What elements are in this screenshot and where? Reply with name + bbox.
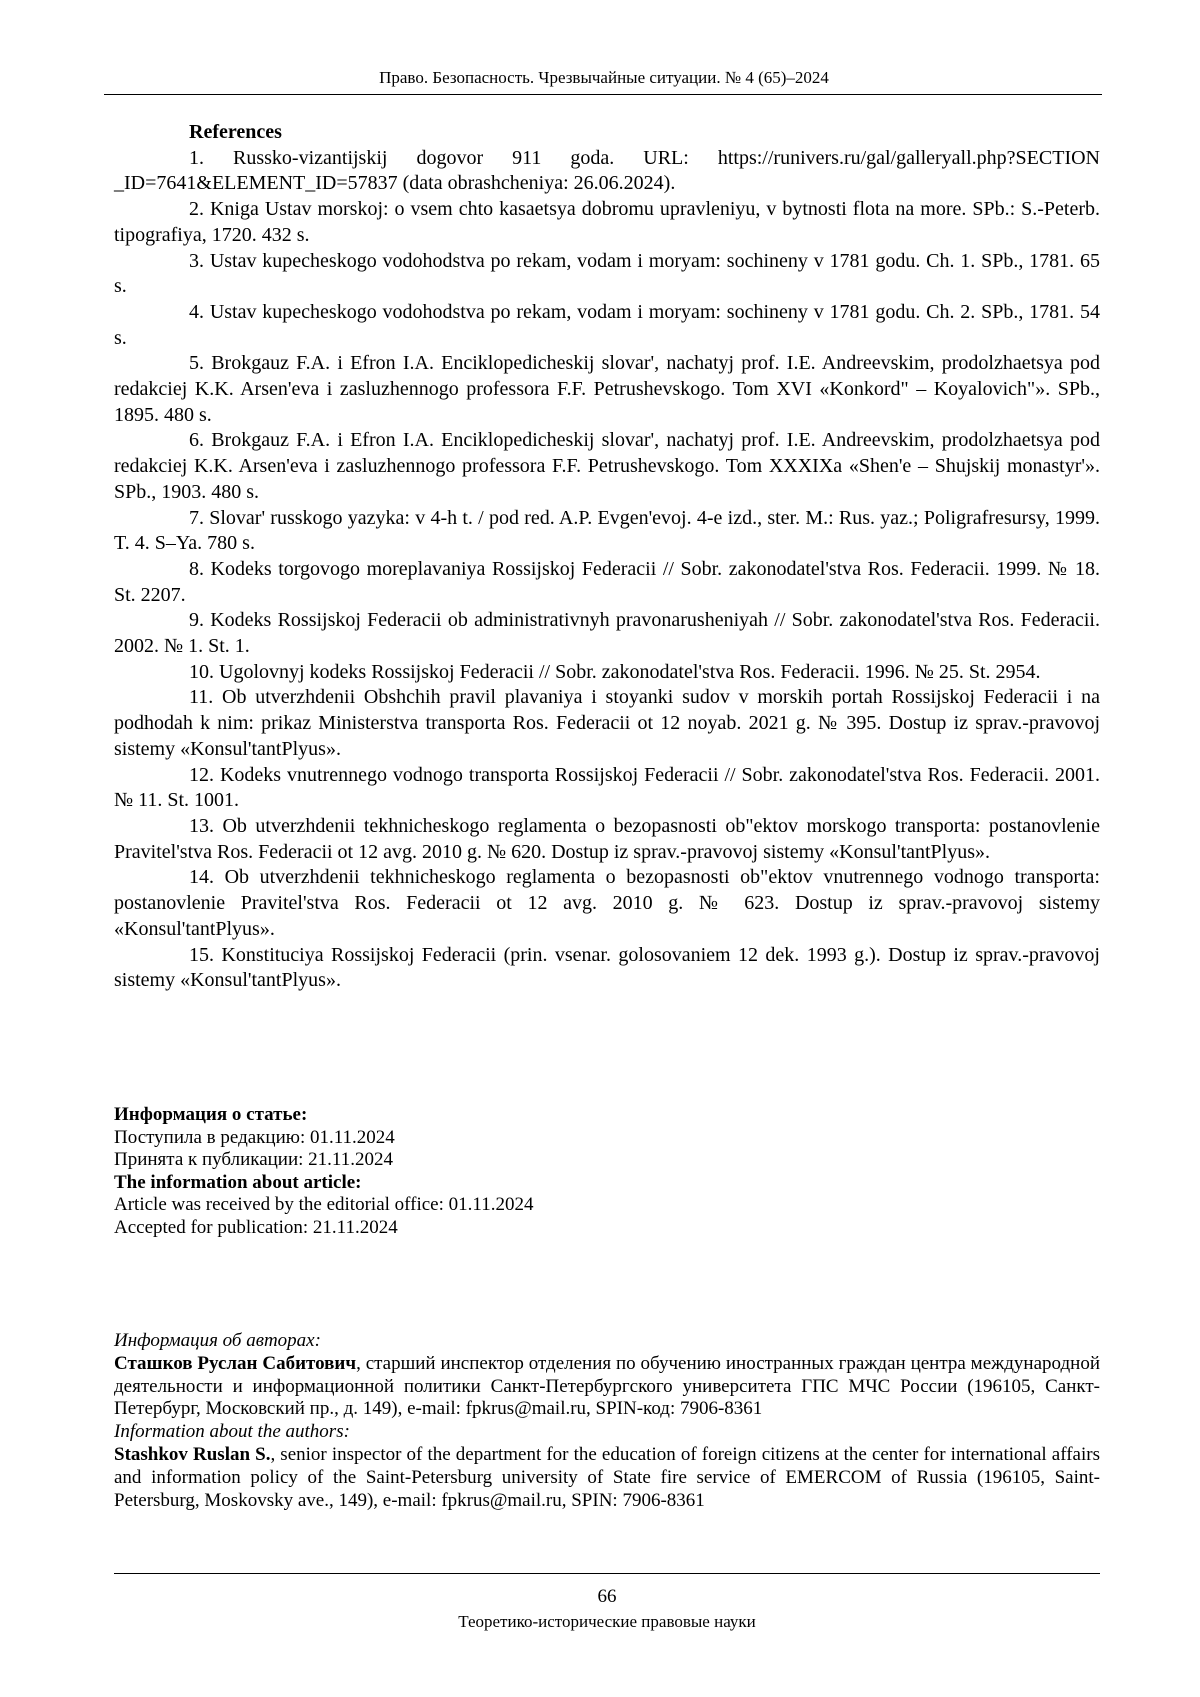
reference-item: 12. Kodeks vnutrennego vodnogo transporta Rossijskoj Federacii // Sobr. zakonodatel'stva Ros. Federacii. 2001. № 11. St. 1001.	[114, 763, 1100, 812]
article-info	[114, 1104, 1100, 1239]
author-desc-ru: , старший инспектор отделения по обучению иностранных граждан центра международной деятельности и информационной политики Санкт-Петербургского университета ГПС МЧС России (196105, Санкт-Петербург, Московский пр., д. 149), e-mail: fpkrus@mail.ru, SPIN-код: 7906-8361	[114, 1352, 1100, 1420]
reference-item: 1. Russko-vizantijskij dogovor 911 goda. URL: https://runivers.ru/gal/galleryall.php?SECTION _ID=7641&ELEMENT_ID=57837 (data obrashcheniya: 26.06.2024).	[114, 146, 1100, 195]
author-name-en: Stashkov Ruslan S.	[114, 1443, 271, 1465]
reference-item: 4. Ustav kupecheskogo vodohodstva po rekam, vodam i moryam: sochineny v 1781 godu. Ch. 2. SPb., 1781. 54 s.	[114, 300, 1100, 349]
author-name-ru: Сташков Руслан Сабитович	[114, 1352, 357, 1374]
article-received-en: Article was received by the editorial office: 01.11.2024	[114, 1194, 534, 1215]
references-section	[114, 120, 1100, 994]
authors-heading-en: Information about the authors:	[114, 1421, 350, 1443]
page-number: 66	[597, 1586, 617, 1607]
author-en-paragraph	[114, 1444, 1100, 1512]
reference-item: 10. Ugolovnyj kodeks Rossijskoj Federacii // Sobr. zakonodatel'stva Ros. Federacii. 1996. № 25. St. 2954.	[189, 660, 1041, 683]
reference-item: 3. Ustav kupecheskogo vodohodstva po rekam, vodam i moryam: sochineny v 1781 godu. Ch. 1. SPb., 1781. 65 s.	[114, 249, 1100, 298]
reference-item: 14. Ob utverzhdenii tekhnicheskogo reglamenta o bezopasnosti ob"ektov vnutrennego vodnogo transporta: postanovlenie Pravitel'stva Ros. Federacii ot 12 avg. 2010 g. № 623. Dostup iz sprav.-pravovoj sistemy «Konsul'tantPlyus».	[114, 866, 1100, 940]
reference-item: 7. Slovar' russkogo yazyka: v 4-h t. / pod red. A.P. Evgen'evoj. 4-e izd., ster. M.: Rus. yaz.; Poligrafresursy, 1999. T. 4. S–Ya. 780 s.	[114, 506, 1100, 555]
reference-item: 15. Konstituciya Rossijskoj Federacii (prin. vsenar. golosovaniem 12 dek. 1993 g.). Dostup iz sprav.-pravovoj sistemy «Konsul'tantPlyus».	[114, 943, 1100, 992]
header-divider	[104, 94, 1102, 95]
reference-item: 8. Kodeks torgovogo moreplavaniya Rossijskoj Federacii // Sobr. zakonodatel'stva Ros. Federacii. 1999. № 18. St. 2207.	[114, 557, 1100, 606]
reference-item: 6. Brokgauz F.A. i Efron I.A. Enciklopedicheskij slovar', nachatyj prof. I.E. Andreevskim, prodolzhaetsya pod redakciej K.K. Arsen'eva i zasluzhennogo professora F.F. Petrushevskogo. Tom XXXIXa «Shen'e – Shujskij monastyr'». SPb., 1903. 480 s.	[114, 429, 1100, 503]
footer-divider	[114, 1573, 1100, 1574]
article-info-ru-title: Информация о статье:	[114, 1104, 308, 1125]
journal-header: Право. Безопасность. Чрезвычайные ситуации. № 4 (65)–2024	[379, 68, 829, 87]
article-accepted-en: Accepted for publication: 21.11.2024	[114, 1216, 398, 1238]
references-title: References	[189, 121, 282, 143]
reference-item: 11. Ob utverzhdenii Obshchih pravil plavaniya i stoyanki sudov v morskih portah Rossijskoj Federacii i na podhodah k nim: prikaz Ministerstva transporta Ros. Federacii ot 12 noyab. 2021 g. № 395. Dostup iz sprav.-pravovoj sistemy «Konsul'tantPlyus».	[114, 686, 1100, 760]
reference-item: 9. Kodeks Rossijskoj Federacii ob administrativnyh pravonarusheniyah // Sobr. zakonodatel'stva Ros. Federacii. 2002. № 1. St. 1.	[114, 609, 1100, 658]
author-desc-en: , senior inspector of the department for the education of foreign citizens at the center for international affairs and information policy of the Saint-Petersburg university of State fire service of EMERCOM of Russia (196105, Saint-Petersburg, Moskovsky ave., 149), e-mail: fpkrus@mail.ru, SPIN: 7906-8361	[114, 1443, 1100, 1511]
article-accepted-ru: Принята к публикации: 21.11.2024	[114, 1149, 393, 1170]
reference-item: 5. Brokgauz F.A. i Efron I.A. Enciklopedicheskij slovar', nachatyj prof. I.E. Andreevskim, prodolzhaetsya pod redakciej K.K. Arsen'eva i zasluzhennogo professora F.F. Petrushevskogo. Tom XVI «Konkord" – Koyalovich"». SPb., 1895. 480 s.	[114, 352, 1100, 426]
authors-heading-ru: Информация об авторах:	[114, 1330, 321, 1351]
reference-item: 13. Ob utverzhdenii tekhnicheskogo reglamenta o bezopasnosti ob"ektov morskogo transporta: postanovlenie Pravitel'stva Ros. Federacii ot 12 avg. 2010 g. № 620. Dostup iz sprav.-pravovoj sistemy «Konsul'tantPlyus».	[114, 814, 1100, 863]
reference-item: 2. Kniga Ustav morskoj: o vsem chto kasaetsya dobromu upravleniyu, v bytnosti flota na more. SPb.: S.-Peterb. tipografiya, 1720. 432 s.	[114, 198, 1100, 246]
article-received-ru: Поступила в редакцию: 01.11.2024	[114, 1126, 395, 1148]
section-footer: Теоретико-исторические правовые науки	[458, 1612, 756, 1631]
authors-info	[114, 1330, 1100, 1512]
article-info-en-title: The information about article:	[114, 1171, 362, 1193]
author-ru-paragraph	[114, 1353, 1100, 1421]
